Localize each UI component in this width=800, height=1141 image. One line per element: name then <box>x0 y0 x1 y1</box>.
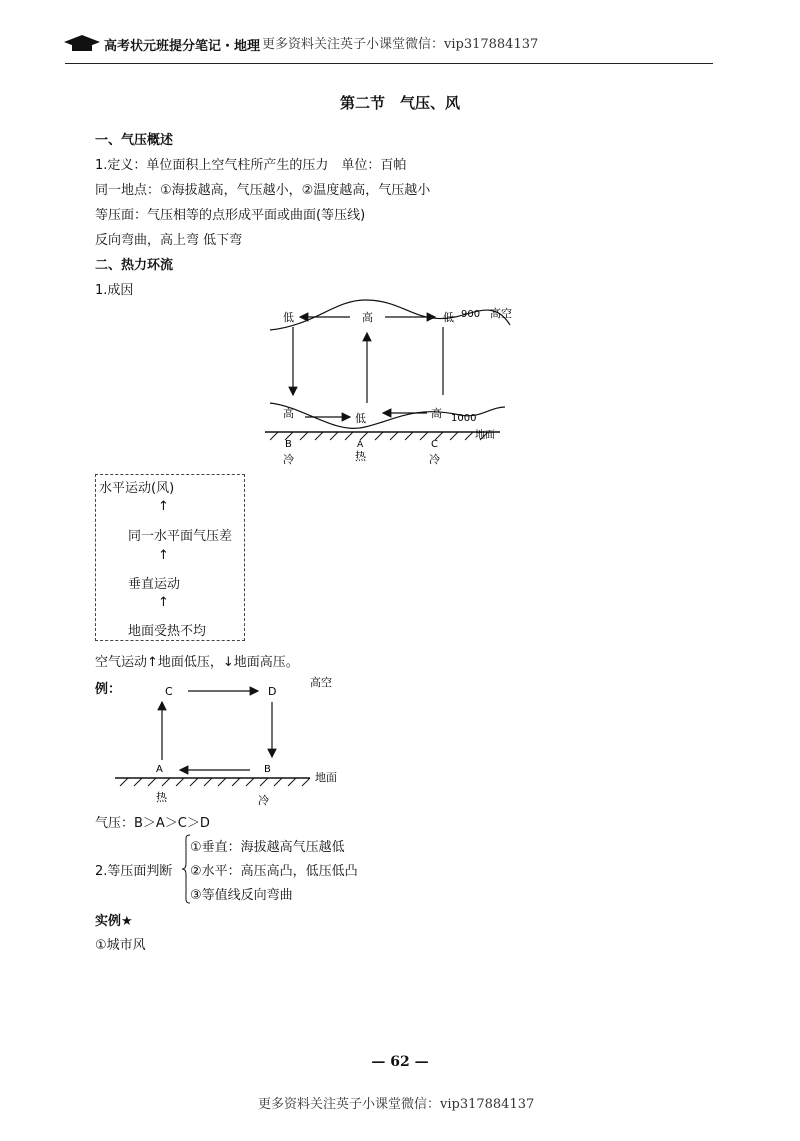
judgment-label: 2.等压面判断 <box>95 864 173 879</box>
label-top-left: 低 <box>283 311 294 324</box>
judgment-item-horizontal: ②水平：高压高凸，低压低凸 <box>190 864 358 879</box>
case-item-city-wind: ①城市风 <box>95 938 146 953</box>
definition-line: 1.定义：单位面积上空气柱所产生的压力 单位：百帕 <box>95 158 407 173</box>
example-label: 例： <box>95 682 122 697</box>
label-bot-left: 高 <box>283 407 294 420</box>
section-heading-thermal: 二、热力环流 <box>95 258 174 273</box>
example-point-a: A <box>156 764 163 775</box>
cause-line: 1.成因 <box>95 283 134 298</box>
label-point-a: A <box>357 440 364 450</box>
flow-item-pressure-diff: 同一水平面气压差 <box>128 529 233 544</box>
example-circulation-diagram <box>110 672 360 807</box>
example-hot-label: 热 <box>156 791 167 804</box>
reverse-bend-line: 反向弯曲，高上弯 低下弯 <box>95 233 243 248</box>
graduation-cap-icon <box>64 34 100 54</box>
example-point-d: D <box>268 685 277 698</box>
header-watermark: 更多资料关注英子小课堂微信：vip317884137 <box>262 37 539 52</box>
section-heading-pressure: 一、气压概述 <box>95 133 174 148</box>
flow-item-vertical: 垂直运动 <box>128 577 181 592</box>
judgment-item-reverse: ③等值线反向弯曲 <box>190 888 293 903</box>
pressure-order-line: 气压：B＞A＞C＞D <box>95 816 210 831</box>
label-ground: 地面 <box>475 430 495 441</box>
page-title: 第二节 气压、风 <box>339 94 460 112</box>
label-top-mid: 高 <box>362 311 373 324</box>
example-cold-label: 冷 <box>258 794 269 807</box>
example-ground-label: 地面 <box>315 771 337 784</box>
label-bot-value: 1000 <box>451 413 477 424</box>
flow-item-wind: 水平运动(风) <box>99 481 175 496</box>
label-hot: 热 <box>355 450 366 463</box>
label-bot-right: 高 <box>431 407 442 420</box>
flow-arrow-2: ↑ <box>158 548 169 563</box>
thermal-circulation-diagram <box>255 295 535 470</box>
label-cold-left: 冷 <box>283 453 294 466</box>
flow-arrow-1: ↑ <box>158 499 169 514</box>
case-heading: 实例★ <box>95 914 133 929</box>
example-upper-label: 高空 <box>310 676 332 689</box>
flow-box <box>95 474 245 641</box>
label-bot-mid: 低 <box>355 412 366 425</box>
label-cold-right: 冷 <box>429 453 440 466</box>
header-rule <box>65 63 713 64</box>
same-place-line: 同一地点：①海拔越高，气压越小，②温度越高，气压越小 <box>95 183 431 198</box>
example-point-c: C <box>165 685 173 698</box>
label-top-right: 低 <box>443 311 454 324</box>
flow-arrow-3: ↑ <box>158 595 169 610</box>
example-point-b: B <box>264 764 271 775</box>
flow-item-uneven-heating: 地面受热不均 <box>128 624 207 639</box>
label-point-c: C <box>431 439 438 450</box>
header-title: 高考状元班提分笔记・地理 <box>104 39 261 54</box>
footer-watermark: 更多资料关注英子小课堂微信：vip317884137 <box>258 1097 535 1112</box>
isobaric-line: 等压面：气压相等的点形成平面或曲面(等压线) <box>95 208 366 223</box>
page-number: — 62 — <box>371 1054 429 1070</box>
judgment-item-vertical: ①垂直：海拔越高气压越低 <box>190 840 345 855</box>
label-top-value: 900 <box>461 309 481 320</box>
air-motion-line: 空气运动↑地面低压，↓地面高压。 <box>95 655 299 670</box>
label-point-b: B <box>285 439 292 450</box>
label-top-upper: 高空 <box>490 307 512 320</box>
